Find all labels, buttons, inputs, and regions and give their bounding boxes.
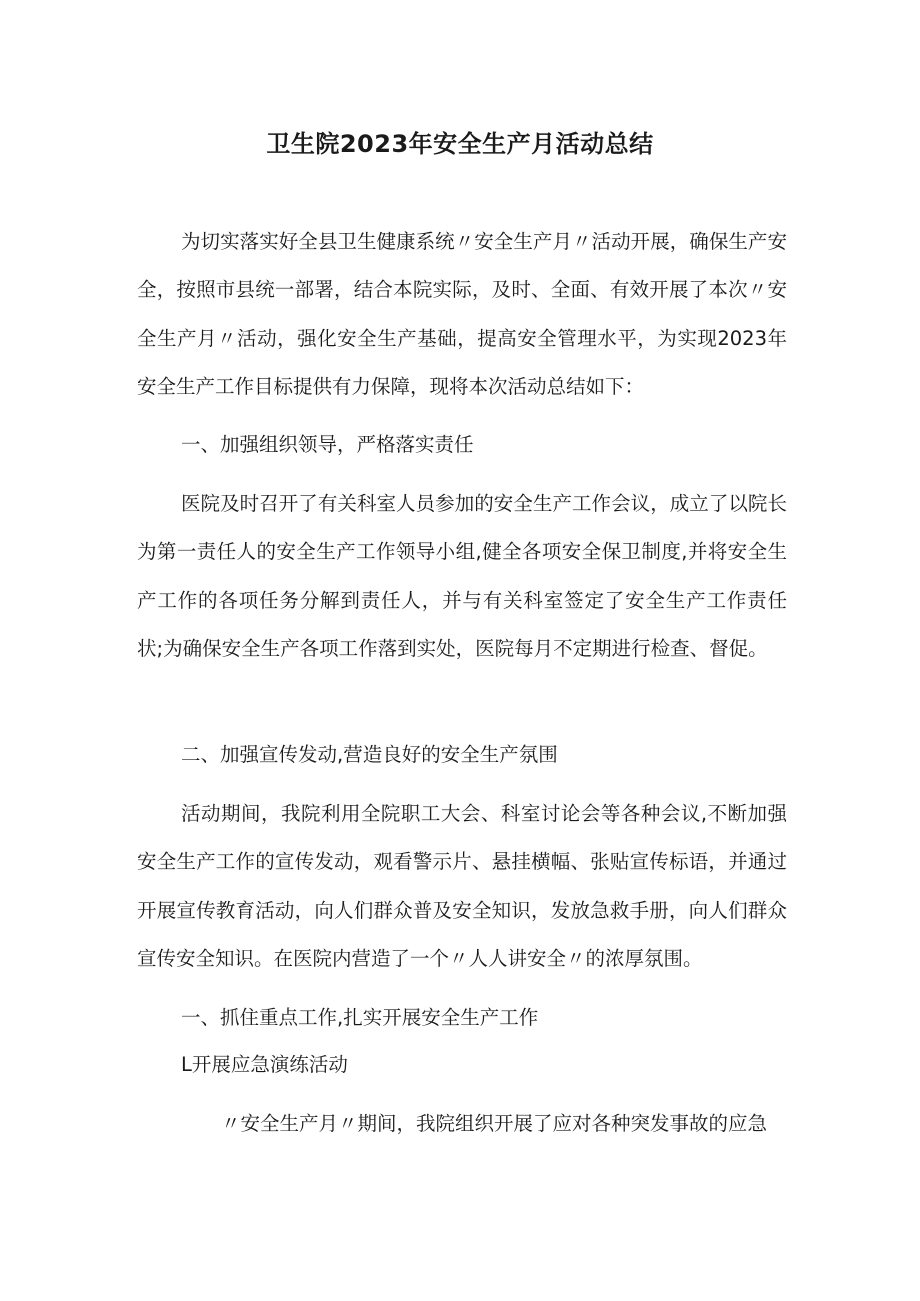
section-body-organization: 医院及时召开了有关科室人员参加的安全生产工作会议，成立了以院长为第一责任人的安全生产工作领导小组,健全各项安全保卫制度,并将安全生产工作的各项任务分解到责任人，并与有关科室签定了安全生产工作责任状;为确保安全生产各项工作落到实处，医院每月不定期进行检查、督促。 — [137, 492, 787, 661]
section-heading-publicity: 二、加强宣传发动,营造良好的安全生产氛围 — [181, 743, 558, 766]
intro-paragraph: 为切实落实好全县卫生健康系统〃安全生产月〃活动开展，确保生产安全，按照市县统一部署，结合本院实际，及时、全面、有效开展了本次〃安全生产月〃活动，强化安全生产基础，提高安全管理水平，为实现2023年安全生产工作目标提供有力保障，现将本次活动总结如下： — [137, 230, 787, 399]
section-body-publicity: 活动期间，我院利用全院职工大会、科室讨论会等各种会议,不断加强安全生产工作的宣传发动，观看警示片、悬挂横幅、张贴宣传标语，并通过开展宣传教育活动，向人们群众普及安全知识，发放急救手册，向人们群众宣传安全知识。在医院内营造了一个〃人人讲安全〃的浓厚氛围。 — [137, 802, 787, 971]
subsection-body-drill: 〃安全生产月〃期间，我院组织开展了应对各种突发事故的应急 — [221, 1112, 768, 1135]
section-heading-key-work: 一、抓住重点工作,扎实开展安全生产工作 — [181, 1006, 539, 1029]
subsection-heading-drill: L开展应急演练活动 — [181, 1053, 348, 1076]
document-title: 卫生院2023年安全生产月活动总结 — [266, 130, 654, 158]
section-heading-organization: 一、加强组织领导，严格落实责任 — [181, 433, 474, 456]
